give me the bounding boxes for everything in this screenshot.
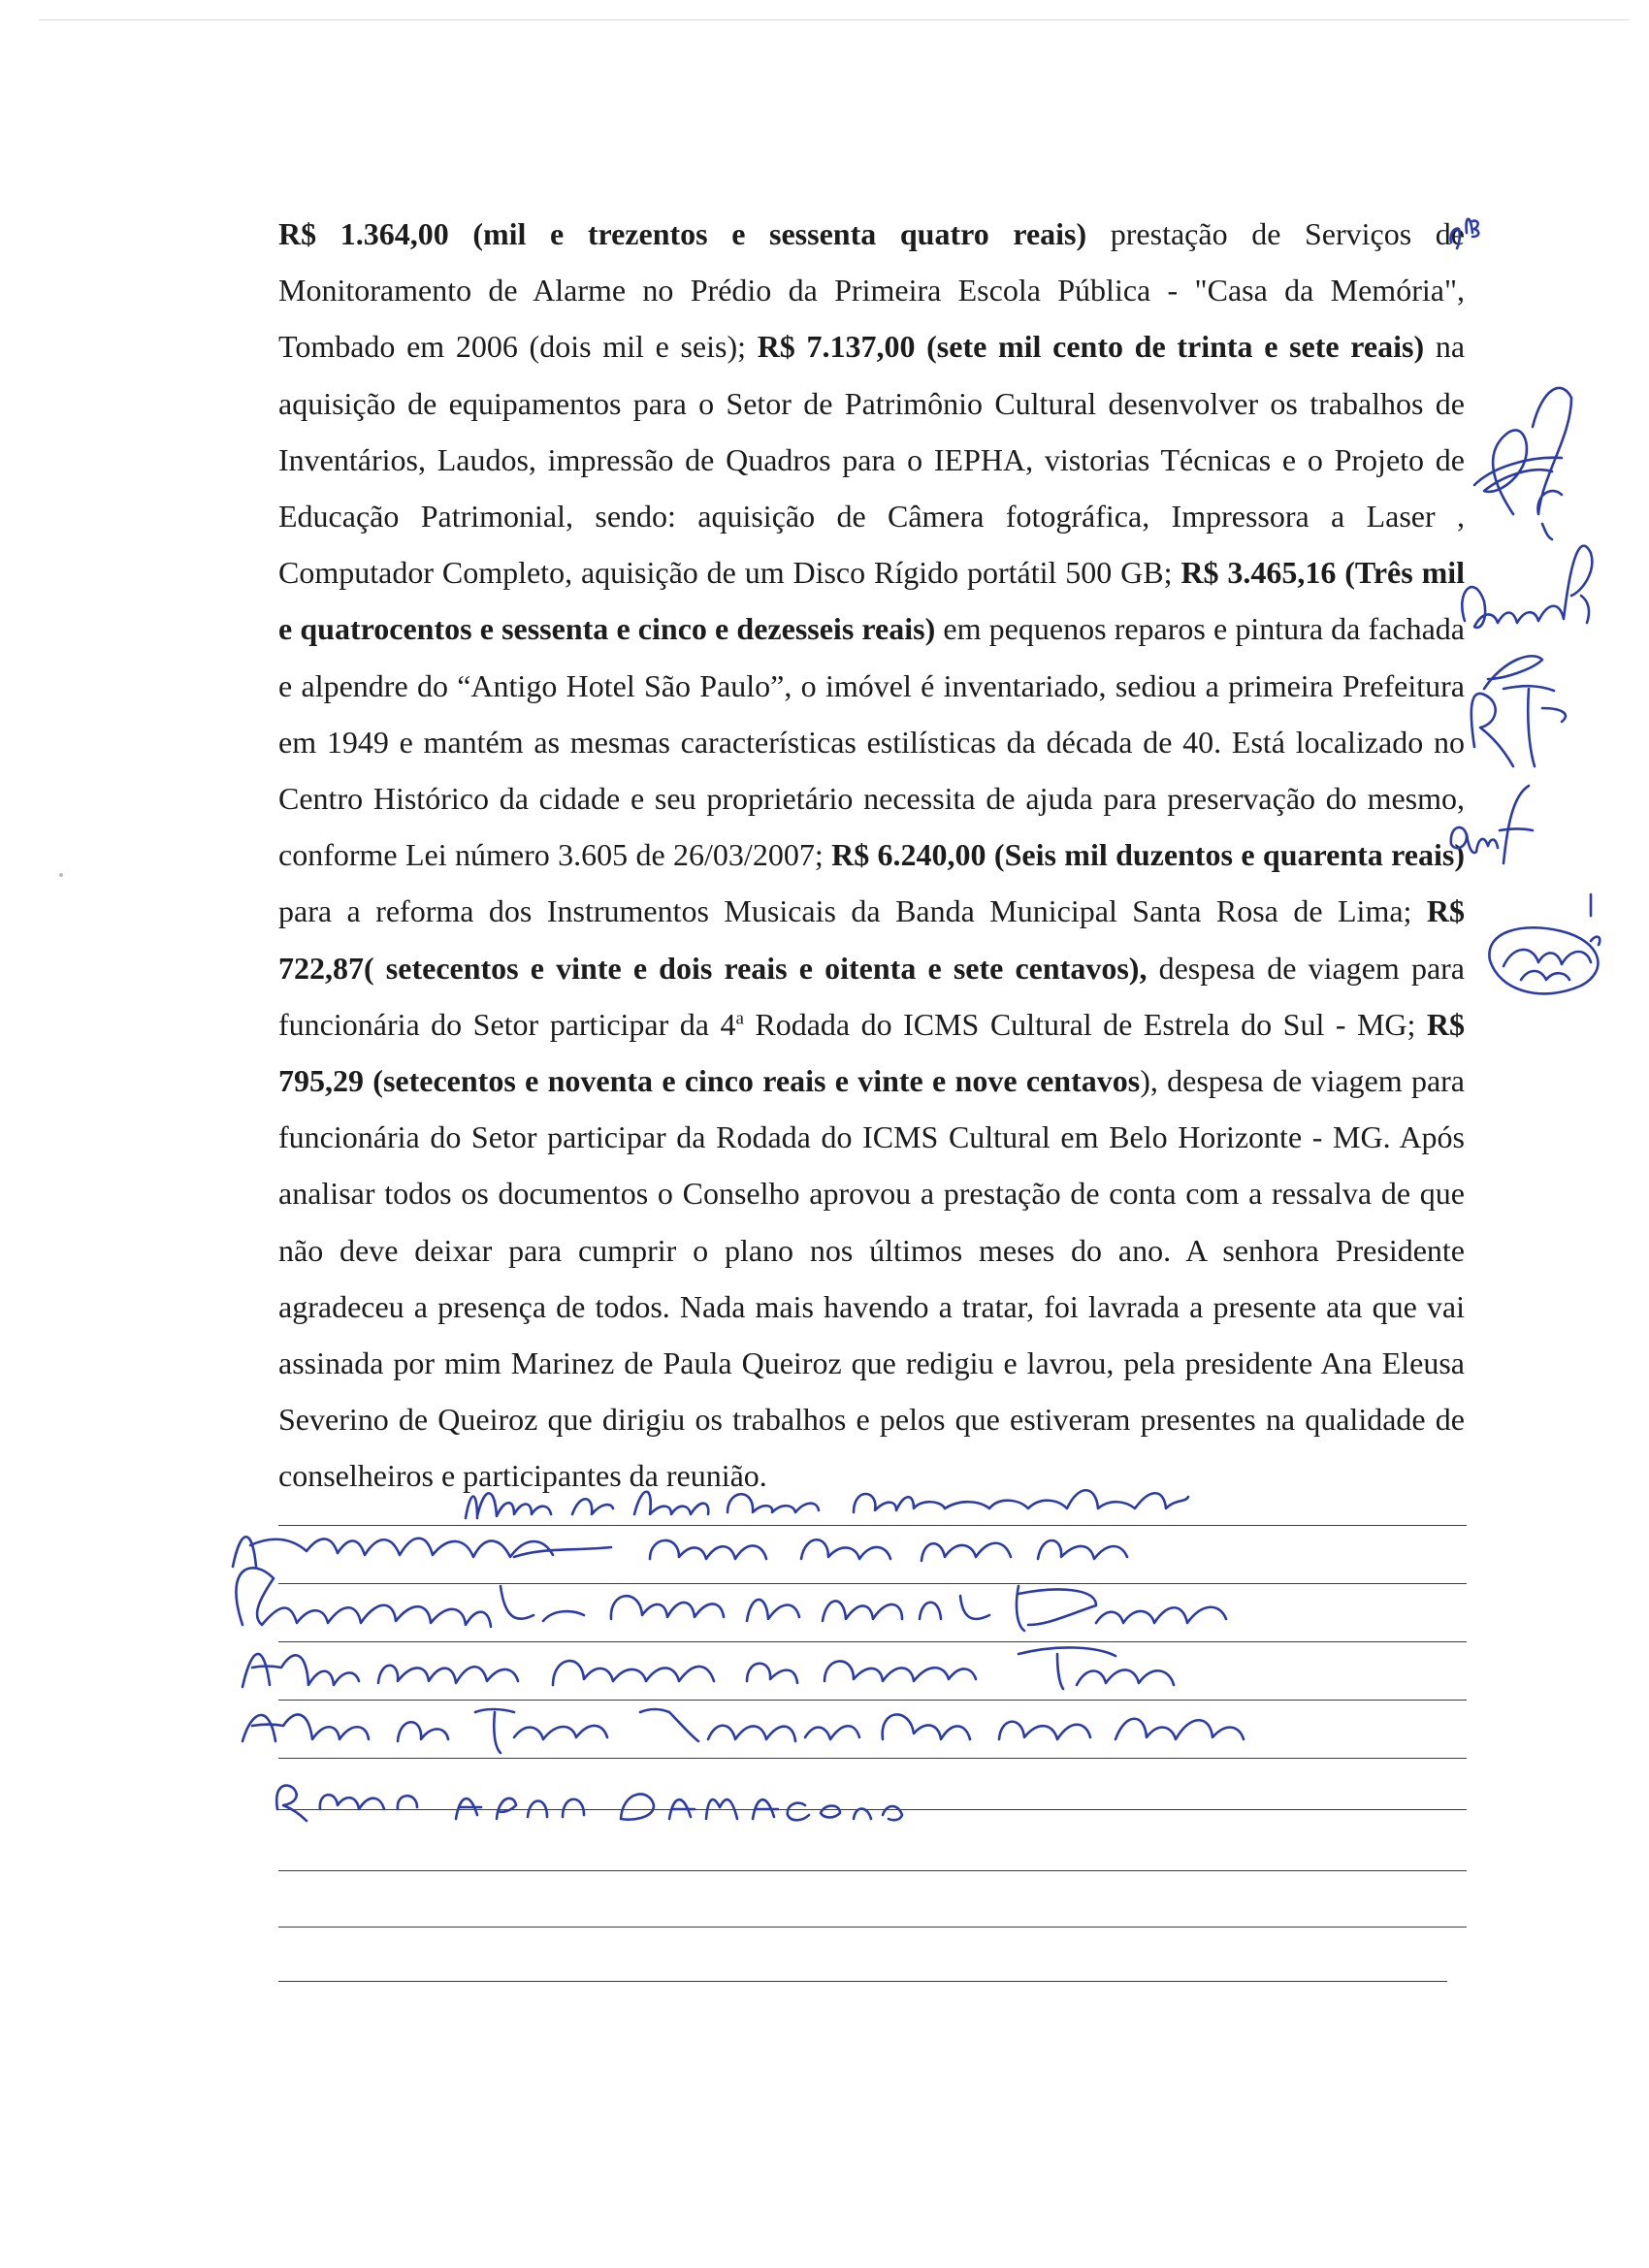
page-top-edge [39,19,1630,20]
paragraph-text: Rodada do ICMS Cultural de Estrela do Sul - MG; [743,1006,1427,1042]
paragraph-text: para a reforma dos Instrumentos Musicais da Banda Municipal Santa Rosa de Lima; [278,893,1427,929]
signature-scribbles [223,1479,1484,1858]
amount-bold-text: R$ 795,29 (setecentos e noventa e cinco reais e vinte e nove centavos [278,1006,1466,1099]
minutes-body-paragraph [278,206,1465,1505]
signature-line [278,1981,1447,1982]
amount-bold-text: R$ 7.137,00 (sete mil cento de trinta e sete reais) [757,329,1425,365]
margin-initials-scribbles [1445,204,1639,1057]
amount-bold-text: R$ 3.465,16 (Três mil e quatrocentos e sessenta e cinco e dezesseis reais) [278,555,1466,647]
signature-line [278,1927,1467,1928]
paragraph-text: prestação de Serviços de Monitoramento de Alarme no Prédio da Primeira Escola Pública - "Casa da Memória", Tombado em 2006 (dois mil e seis); [278,216,1466,365]
amount-bold-text: R$ 1.364,00 (mil e trezentos e sessenta quatro reais) [278,216,1087,251]
paragraph-text: na aquisição de equipamentos para o Setor de Patrimônio Cultural desenvolver os trabalhos de Inventários, Laudos, impressão de Quadros para o IEPHA, vistorias Técnicas e o Projeto de Educação Patrimonial, sendo: aquisição de Câmera fotográfica, Impressora a Laser , Computador Completo, aquisição de um Disco Rígido portátil 500 GB; [278,329,1466,591]
amount-bold-text: R$ 722,87( setecentos e vinte e dois reais e oitenta e sete centavos), [278,893,1465,986]
paragraph-text: em pequenos reparos e pintura da fachada e alpendre do “Antigo Hotel São Paulo”, o imóvel é inventariado, sediou a primeira Prefeitura em 1949 e mantém as mesmas características estilísticas da década de 40. Está localizado no Centro Histórico da cidade e seu proprietário necessita de ajuda para preservação do mesmo, conforme Lei número 3.605 de 26/03/2007; [278,611,1466,873]
margin-initials [1445,204,1639,1057]
signature-line [278,1870,1467,1871]
paragraph-text: ), despesa de viagem para funcionária do Setor participar da Rodada do ICMS Cultural em Belo Horizonte - MG. Após analisar todos os documentos o Conselho aprovou a prestação de conta com a ressalva de que não deve deixar para cumprir o plano nos últimos meses do ano. A senhora Presidente agradeceu a presença de todos. Nada mais havendo a tratar, foi lavrada a presente ata que vai assinada por mim Marinez de Paula Queiroz que redigiu e lavrou, pela presidente Ana Eleusa Severino de Queiroz que dirigiu os trabalhos e pelos que estiveram presentes na qualidade de conselheiros e participantes da reunião. [278,1063,1466,1494]
paragraph-text: despesa de viagem para funcionária do Setor participar da 4 [278,950,1466,1042]
ordinal-superscript: a [735,1008,744,1029]
scan-speck [59,873,63,877]
handwritten-signatures [223,1479,1484,1858]
amount-bold-text: R$ 6.240,00 (Seis mil duzentos e quarenta reais) [831,837,1466,873]
